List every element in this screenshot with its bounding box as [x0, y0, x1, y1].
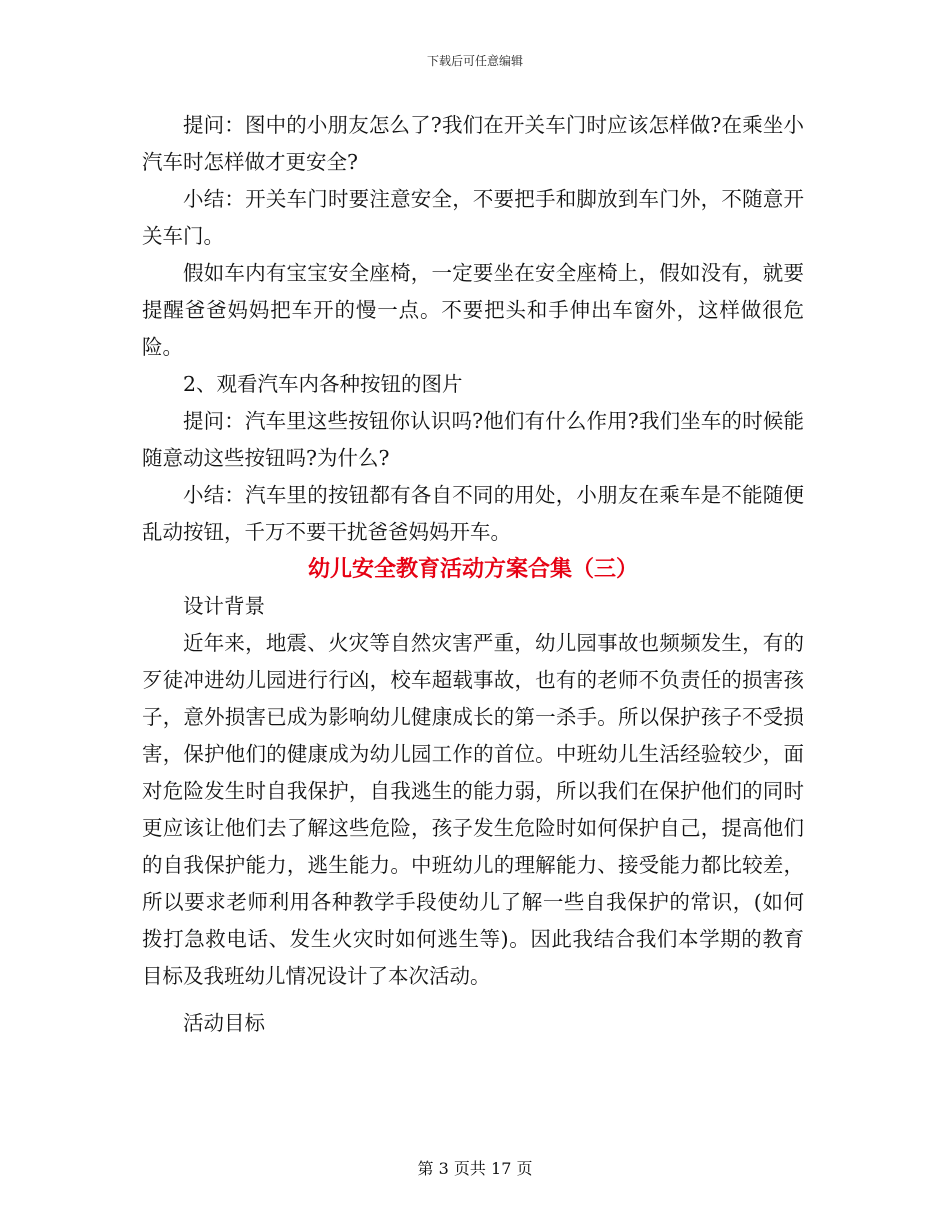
- paragraph-safety-seat: 假如车内有宝宝安全座椅，一定要坐在安全座椅上，假如没有，就要提醒爸爸妈妈把车开的慢一点。不要把头和手伸出车窗外，这样做很危险。: [142, 261, 804, 359]
- footer-current-page: 3: [438, 1159, 449, 1178]
- paragraph-step-2: 2、观看汽车内各种按钮的图片: [183, 372, 463, 396]
- paragraph-design-background: 近年来，地震、火灾等自然灾害严重，幼儿园事故也频频发生，有的歹徒冲进幼儿园进行行凶，校车超载事故，也有的老师不负责任的损害孩子，意外损害已成为影响幼儿健康成长的第一杀手。所以保护孩子不受损害，保护他们的健康成为幼儿园工作的首位。中班幼儿生活经验较少，面对危险发生时自我保护，自我逃生的能力弱，所以我们在保护他们的同时更应该让他们去了解这些危险，孩子发生危险时如何保护自己，提高他们的自我保护能力，逃生能力。中班幼儿的理解能力、接受能力都比较差，所以要求老师利用各种教学手段使幼儿了解一些自我保护的常识，(如何拨打急救电话、发生火灾时如何逃生等)。因此我结合我们本学期的教育目标及我班幼儿情况设计了本次活动。: [142, 631, 804, 988]
- paragraph-summary-car-door: 小结：开关车门时要注意安全，不要把手和脚放到车门外，不随意开关车门。: [142, 187, 804, 248]
- footer-middle: 页共: [453, 1159, 486, 1178]
- document-body: [142, 107, 804, 1042]
- header-note: 下载后可任意编辑: [426, 54, 523, 68]
- footer-prefix: 第: [417, 1159, 434, 1178]
- page-footer: [0, 1156, 950, 1179]
- paragraph-activity-goals-label: 活动目标: [183, 1011, 265, 1035]
- paragraph-design-background-label: 设计背景: [183, 594, 265, 618]
- paragraph-question-car-door: 提问：图中的小朋友怎么了?我们在开关车门时应该怎样做?在乘坐小汽车时怎样做才更安全?: [142, 113, 804, 174]
- paragraph-question-buttons: 提问：汽车里这些按钮你认识吗?他们有什么作用?我们坐车的时候能随意动这些按钮吗?为什么?: [142, 409, 804, 470]
- section-title: 幼儿安全教育活动方案合集（三）: [307, 556, 638, 582]
- footer-suffix: 页: [516, 1159, 533, 1178]
- paragraph-summary-buttons: 小结：汽车里的按钮都有各自不同的用处，小朋友在乘车是不能随便乱动按钮，千万不要干扰爸爸妈妈开车。: [142, 483, 804, 544]
- footer-total-pages: 17: [491, 1159, 512, 1178]
